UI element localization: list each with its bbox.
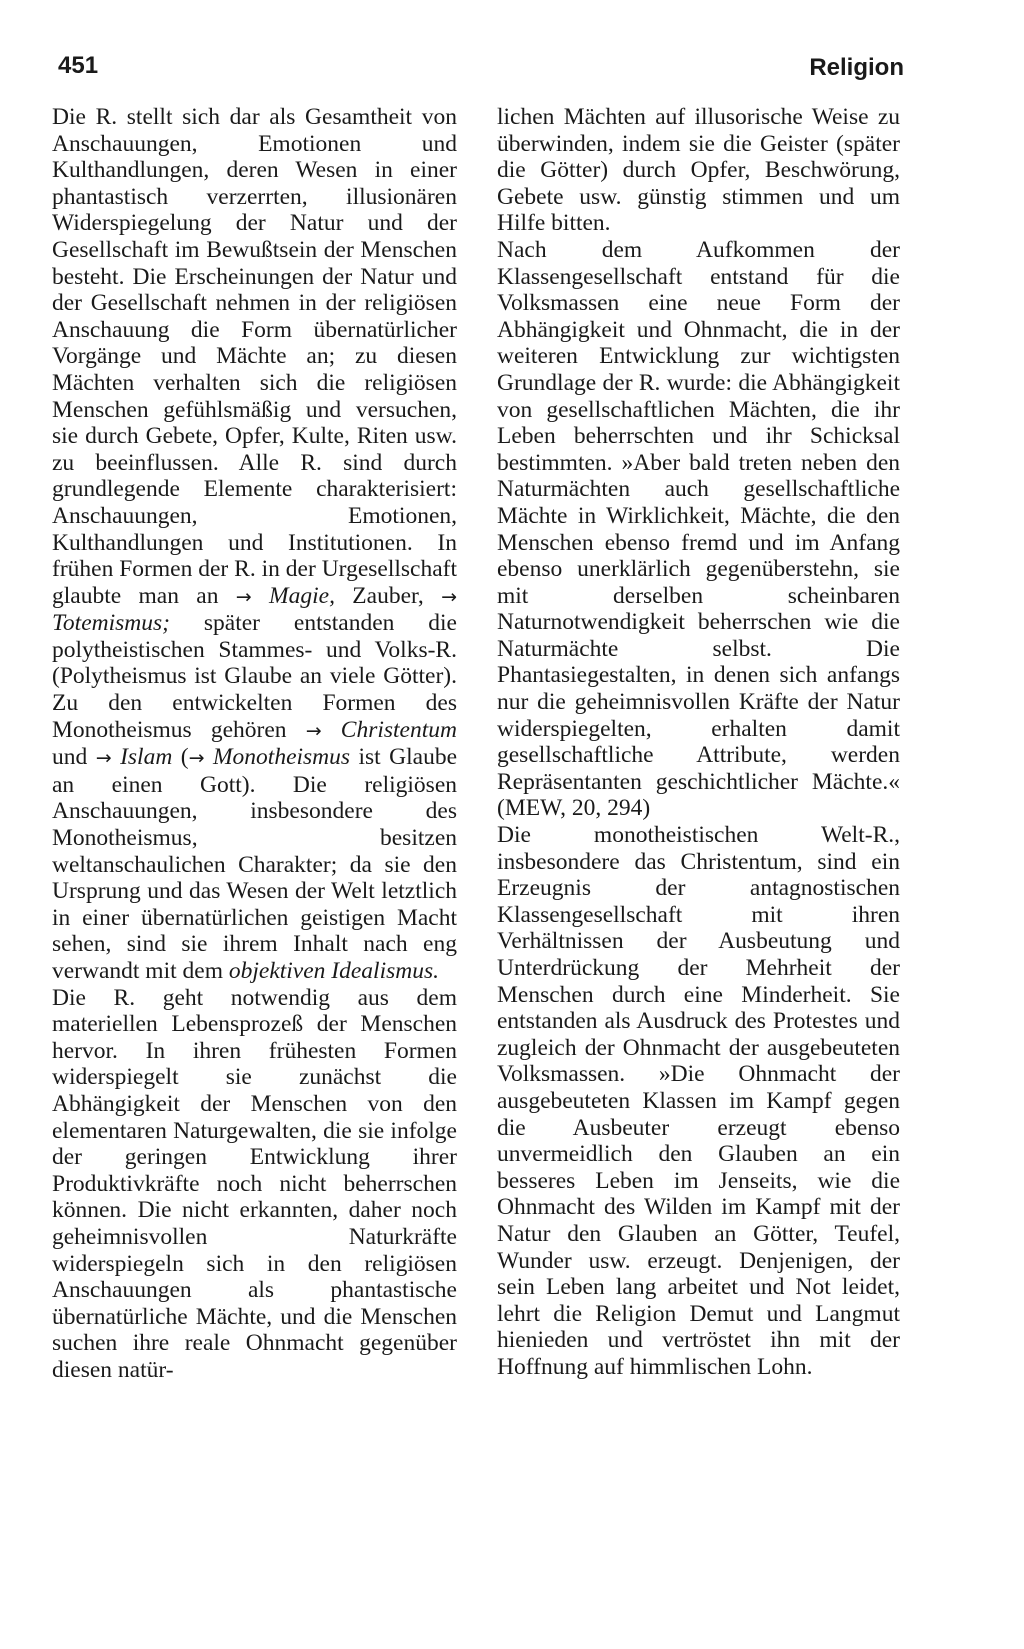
text-segment: später entstanden die polytheistischen Stammes- und Volks-R. (Polytheismus ist Glaube an viele Götter). Zu den entwickelten Formen des Monotheismus gehören <box>52 610 457 743</box>
quotation-text: Nach dem Aufkommen der Klassengesellschaft entstand für die Volksmassen eine neue Form der Abhängigkeit und Ohnmacht, die in der weiteren Entwicklung zur wichtigsten Grundlage der R. wurde: die Abhängigkeit von gesellschaftlichen Mächten, die ihr Leben beherrschten und ihr Schicksal bestimmten. »Aber bald treten neben den Naturmächten auch gesellschaftliche Mächte in Wirklichkeit, Mächte, die den Menschen ebenso fremd und im Anfang ebenso unerklärlich gegenüberstehn, sie mit derselben scheinbaren Naturnotwendigkeit beherrschen wie die Naturmächte selbst. Die Phantasiegestalten, in denen sich anfangs nur die geheimnisvollen Kräfte der Natur widerspiegelten, erhalten damit gesellschaftliche Attribute, werden Repräsentanten geschichtlicher Mächte.« <box>497 236 900 795</box>
page-header <box>52 52 904 92</box>
text-segment: Zauber, <box>352 582 424 609</box>
page-number: 451 <box>58 52 99 79</box>
arrow-icon: → <box>95 747 112 770</box>
cross-reference-christentum[interactable] <box>306 717 457 743</box>
cross-reference-idealismus[interactable] <box>229 958 439 984</box>
text-segment: und <box>52 744 88 771</box>
left-paragraph-1 <box>52 104 457 985</box>
ref-term: objektiven Idealismus. <box>228 958 439 984</box>
arrow-icon: → <box>235 585 252 608</box>
text-segment: ( <box>180 744 189 771</box>
right-column <box>497 104 900 1381</box>
running-title: Religion <box>809 54 904 81</box>
ref-term: Christentum <box>340 716 457 743</box>
right-paragraph-2 <box>497 237 900 822</box>
arrow-icon: → <box>441 585 458 608</box>
right-paragraph-3: Die monotheistischen Welt-R., insbesondere das Christentum, sind ein Erzeugnis der antagnostischen Klassengesellschaft mit ihren Verhältnissen der Ausbeutung und Unterdrückung der Mehrheit der Menschen durch eine Minderheit. Sie entstanden als Ausdruck des Protestes und zugleich der Ohnmacht der ausgebeuteten Volksmassen. »Die Ohnmacht der ausgebeuteten Klassen im Kampf gegen die Ausbeuter erzeugt ebenso unvermeidlich den Glauben an ein besseres Leben im Jenseits, wie die Ohnmacht des Wilden im Kampf mit der Natur den Glauben an Götter, Teufel, Wunder usw. erzeugt. Denjenigen, der sein Leben lang arbeitet und Not leidet, lehrt die Religion Demut und Langmut hienieden und vertröstet ihn mit der Hoffnung auf himmlischen Lohn. <box>497 822 900 1380</box>
cross-reference-islam[interactable] <box>96 744 173 770</box>
left-paragraph-2: Die R. geht notwendig aus dem materiellen Lebensprozeß der Menschen hervor. In ihren frühesten Formen widerspiegelt sie zunächst die Abhängigkeit der Menschen von den elementaren Naturgewalten, die sie infolge der geringen Entwicklung ihrer Produktivkräfte noch nicht beherrschen können. Die nicht erkannten, daher noch geheimnisvollen Naturkräfte widerspiegeln sich in den religiösen Anschauungen als phantastische übernatürliche Mächte, und die Menschen suchen ihre reale Ohnmacht gegenüber diesen natür- <box>52 984 457 1383</box>
text-segment: ist Glaube an einen Gott). Die religiösen Anschauungen, insbesondere des Monotheismus, besitzen weltanschaulichen Charakter; da sie den Ursprung und das Wesen der Welt letztlich in einer übernatürlichen geistigen Macht sehen, sind sie ihrem Inhalt nach eng verwandt mit dem <box>52 744 458 984</box>
ref-term: Totemismus; <box>52 610 170 637</box>
cross-reference-magie[interactable] <box>236 583 335 609</box>
arrow-icon: → <box>188 747 205 770</box>
cross-reference-monotheismus[interactable] <box>189 744 350 770</box>
text-segment: Die R. stellt sich dar als Gesamtheit von Anschauungen, Emotionen und Kulthandlungen, deren Wesen in einer phantastisch verzerrten, illusionären Widerspiegelung der Natur und der Gesellschaft im Bewußtsein der Menschen besteht. Die Erscheinungen der Natur und der Gesellschaft nehmen in der religiösen Anschauung die Form übernatürlicher Vorgänge und Mächte an; zu diesen Mächten verhalten sich die religiösen Menschen gefühlsmäßig und versuchen, sie durch Gebete, Opfer, Kulte, Riten usw. zu beeinflussen. Alle R. sind durch grundlegende Elemente charakterisiert: Anschauungen, Emotionen, Kulthandlungen und Institutionen. In frühen Formen der R. in der Urgesellschaft glaubte man an <box>52 104 457 609</box>
ref-term: Islam <box>120 744 173 771</box>
citation: (MEW, 20, 294) <box>497 795 651 822</box>
ref-term: Magie, <box>269 582 335 609</box>
left-column <box>52 104 457 1384</box>
ref-term: Monotheismus <box>212 744 351 771</box>
arrow-icon: → <box>305 719 322 742</box>
right-paragraph-1: lichen Mächten auf illusorische Weise zu überwinden, indem sie die Geister (später die Götter) durch Opfer, Beschwörung, Gebete usw. günstig stimmen und um Hilfe bitten. <box>497 104 900 237</box>
